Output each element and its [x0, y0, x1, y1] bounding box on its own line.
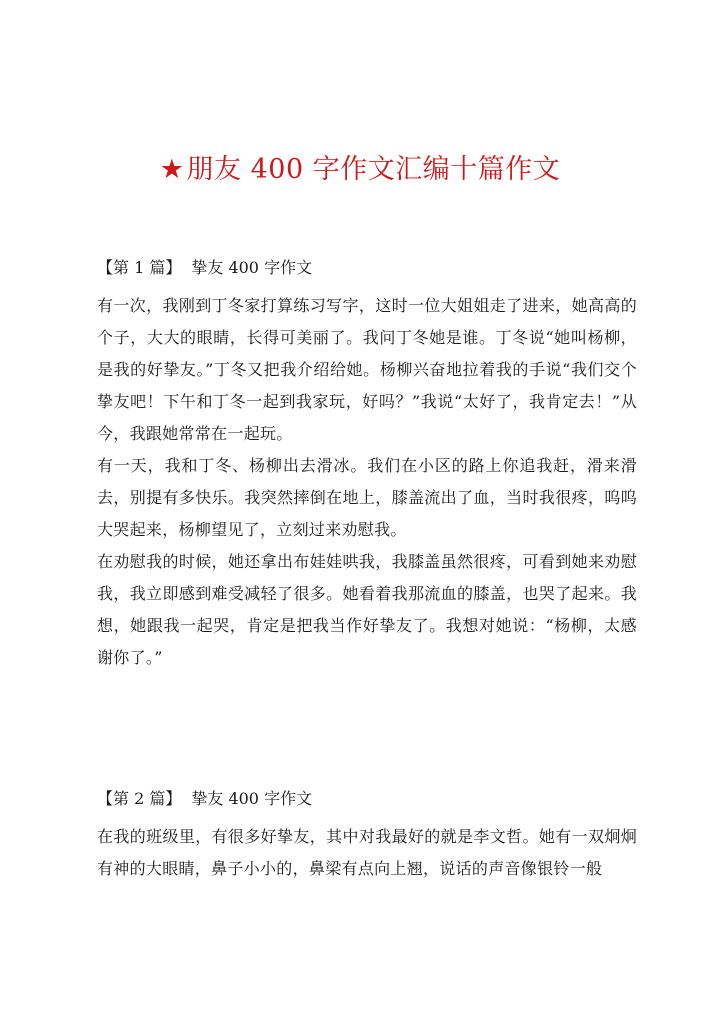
- paragraph: 有一次，我刚到丁冬家打算练习写字，这时一位大姐姐走了进来，她高高的个子，大大的眼睛，长得可美丽了。我问丁冬她是谁。丁冬说“她叫杨柳，是我的好挚友。”丁冬又把我介绍给她。杨柳兴奋地拉着我的手说“我们交个挚友吧！下午和丁冬一起到我家玩，好吗？”我说“太好了，我肯定去！”从今，我跟她常常在一起玩。: [97, 296, 637, 443]
- essay-section-2: [97, 787, 637, 885]
- document-title-text: 朋友 400 字作文汇编十篇作文: [186, 154, 561, 185]
- essay-section-1: [97, 256, 637, 674]
- paragraph: 有一天，我和丁冬、杨柳出去滑冰。我们在小区的路上你追我赶，滑来滑去，别提有多快乐。我突然摔倒在地上，膝盖流出了血，当时我很疼，呜呜大哭起来，杨柳望见了，立刻过来劝慰我。: [97, 456, 637, 539]
- section-body: [97, 821, 637, 885]
- section-number-label: 【第 2 篇】: [97, 789, 182, 808]
- section-body: [97, 290, 637, 674]
- document-title: [0, 150, 720, 190]
- star-icon: ★: [159, 154, 185, 185]
- section-number-label: 【第 1 篇】: [97, 258, 182, 277]
- paragraph: 在劝慰我的时候，她还拿出布娃娃哄我，我膝盖虽然很疼，可看到她来劝慰我，我立即感到难受减轻了很多。她看着我那流血的膝盖，也哭了起来。我想，她跟我一起哭，肯定是把我当作好挚友了。我想对她说：“杨柳，太感谢你了。”: [97, 552, 637, 667]
- section-heading: [97, 787, 637, 811]
- section-heading: [97, 256, 637, 280]
- section-title: 挚友 400 字作文: [191, 789, 313, 808]
- section-title: 挚友 400 字作文: [191, 258, 313, 277]
- paragraph: 在我的班级里，有很多好挚友，其中对我最好的就是李文哲。她有一双炯炯有神的大眼睛，鼻子小小的，鼻梁有点向上翘，说话的声音像银铃一般: [97, 827, 637, 878]
